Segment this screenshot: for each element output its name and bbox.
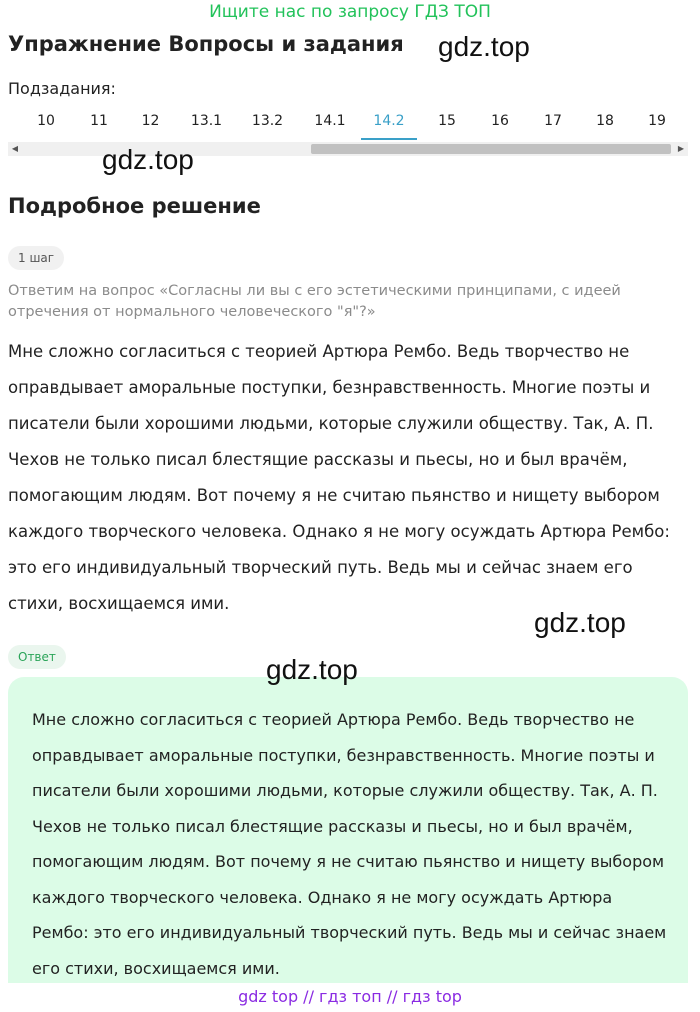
footer-links[interactable]: gdz top // гдз топ // гдз top bbox=[238, 987, 462, 1006]
tab-19[interactable]: 19 bbox=[648, 113, 666, 129]
tab-14-1[interactable]: 14.1 bbox=[314, 113, 346, 129]
tab-13-1[interactable]: 13.1 bbox=[190, 113, 223, 129]
step-badge: 1 шаг bbox=[8, 246, 64, 270]
section-title: Подробное решение bbox=[8, 194, 261, 218]
tab-10[interactable]: 10 bbox=[37, 113, 55, 129]
watermark: gdz.top bbox=[266, 654, 358, 685]
watermark: gdz.top bbox=[534, 607, 626, 638]
scrollbar-thumb[interactable] bbox=[311, 144, 671, 154]
triangle-right-icon[interactable]: ▶ bbox=[677, 144, 685, 153]
subtask-tabs bbox=[18, 108, 688, 142]
watermark: gdz.top bbox=[102, 144, 194, 175]
solution-text: Мне сложно согласиться с теорией Артюра Рембо. Ведь творчество не оправдывает аморальные поступки, безнравственность. Многие поэты и писатели были хорошими людьми, которые служили обществу. Так, А. П. Чехов не только писал блестящие рассказы и пьесы, но и был врачём, помогающим людям. Вот почему я не считаю пьянство и нищету выбором каждого творческого человека. Однако я не могу осуждать Артюра Рембо: это его индивидуальный творческий путь. Ведь мы и сейчас знаем его стихи, восхищаемся ими. bbox=[8, 342, 670, 613]
tab-15[interactable]: 15 bbox=[438, 113, 456, 129]
tab-18[interactable]: 18 bbox=[596, 113, 614, 129]
tab-14-2[interactable]: 14.2 bbox=[361, 108, 417, 142]
page-title: Упражнение Вопросы и задания bbox=[8, 32, 404, 56]
top-banner[interactable]: Ищите нас по запросу ГДЗ ТОП bbox=[209, 2, 491, 22]
tab-12[interactable]: 12 bbox=[141, 113, 160, 129]
tab-11[interactable]: 11 bbox=[90, 113, 108, 129]
tab-13-2[interactable]: 13.2 bbox=[251, 113, 284, 129]
answer-text: Мне сложно согласиться с теорией Артюра Рембо. Ведь творчество не оправдывает аморальные поступки, безнравственность. Многие поэты и писатели были хорошими людьми, которые служили обществу. Так, А. П. Чехов не только писал блестящие рассказы и пьесы, но и был врачём, помогающим людям. Вот почему я не считаю пьянство и нищету выбором каждого творческого человека. Однако я не могу осуждать Артюра Рембо: это его индивидуальный творческий путь. Ведь мы и сейчас знаем его стихи, восхищаемся ими. bbox=[32, 710, 667, 978]
answer-badge: Ответ bbox=[8, 645, 66, 669]
watermark: gdz.top bbox=[438, 31, 530, 62]
subtasks-label: Подзадания: bbox=[8, 79, 116, 98]
triangle-left-icon[interactable]: ◀ bbox=[11, 144, 19, 153]
tab-17[interactable]: 17 bbox=[544, 113, 562, 129]
tab-16[interactable]: 16 bbox=[491, 113, 509, 129]
question-text: Ответим на вопрос «Согласны ли вы с его эстетическими принципами, с идеей отречения от нормального человеческого "я"?» bbox=[8, 283, 621, 320]
